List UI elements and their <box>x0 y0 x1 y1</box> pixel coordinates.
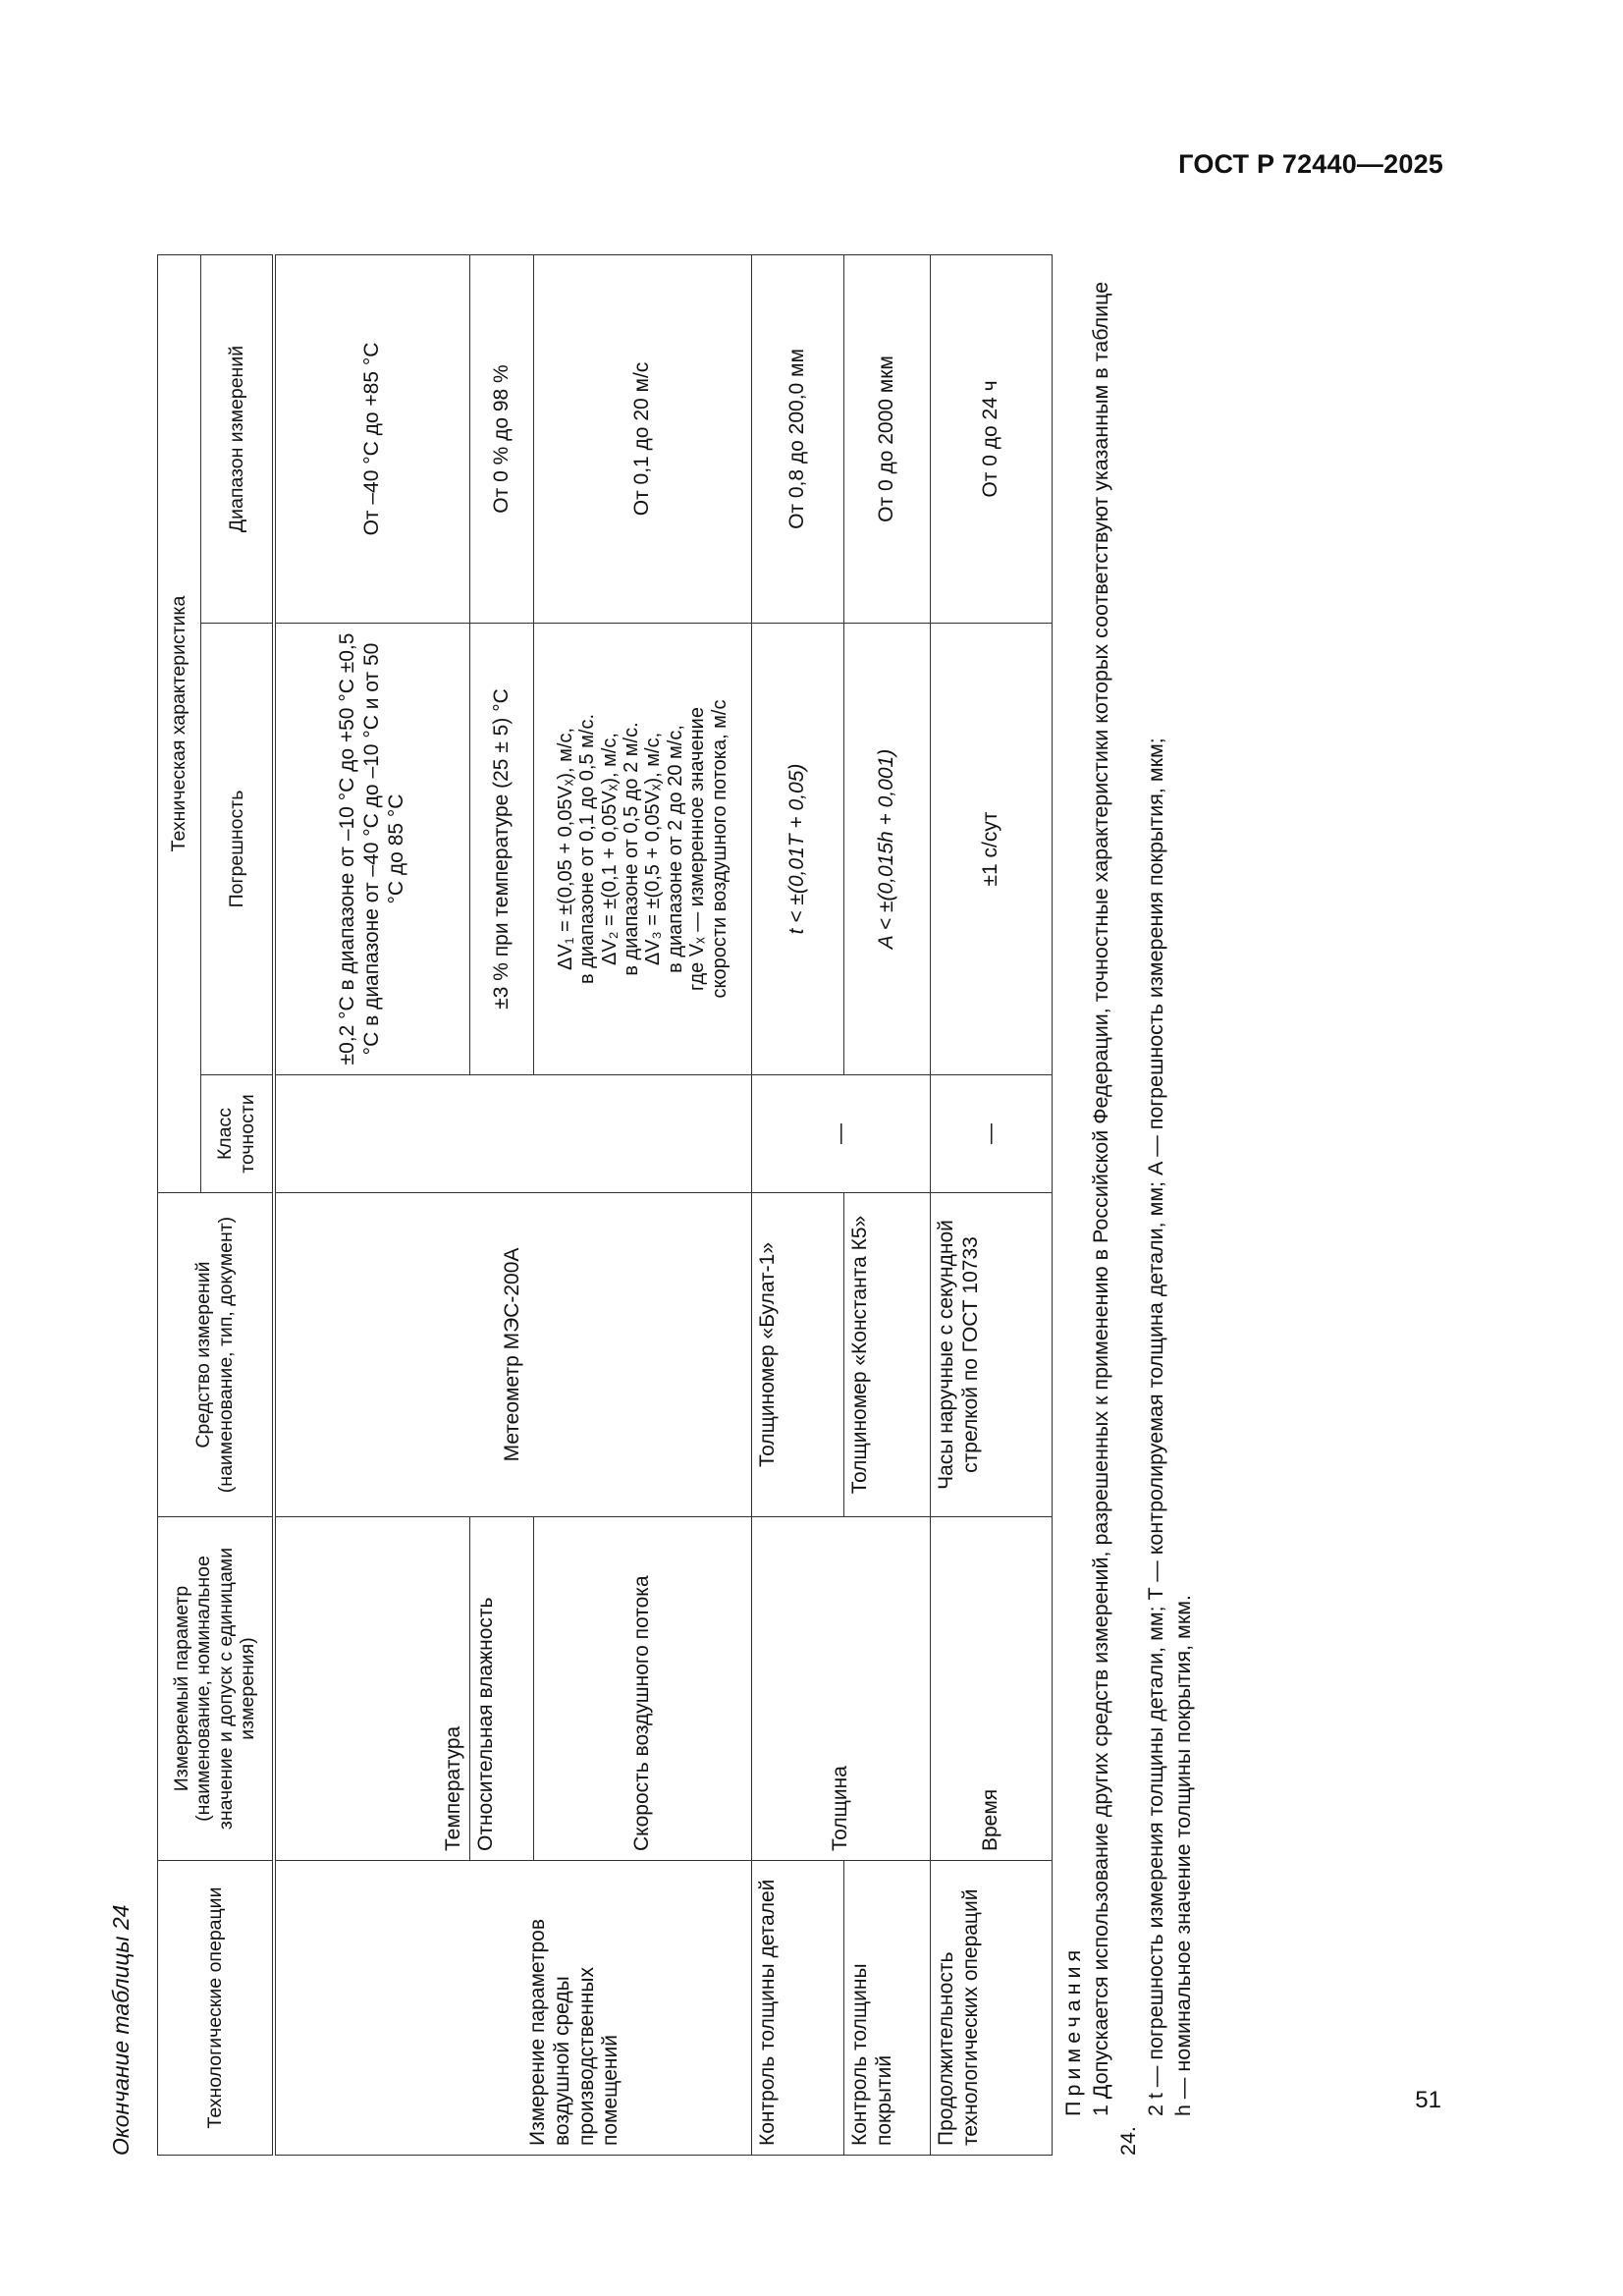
cell-temperature-error: ±0,2 °С в диапазоне от –10 °С до +50 °С ±0,5 °С в диапазоне от –40 °С до –10 °С и от 50 °С до 85 °С <box>274 624 470 1075</box>
cell-coating-operation: Контроль толщины покрытий <box>843 1861 930 2156</box>
page-number: 51 <box>1415 2087 1441 2113</box>
measurement-table <box>157 254 1053 2156</box>
header-instrument: Средство измерений (наименование, тип, документ) <box>158 1193 274 1517</box>
header-tech-characteristic: Техническая характеристика <box>158 254 201 1192</box>
notes-title: Примечания <box>1061 1944 1085 2116</box>
header-accuracy-class: Класс точности <box>201 1075 274 1193</box>
cell-air-class <box>274 1075 752 1193</box>
cell-time-class: — <box>931 1075 1053 1193</box>
cell-part-operation: Контроль толщины деталей <box>751 1861 843 2156</box>
airflow-error-line: скорости воздушного потока, м/с <box>708 699 730 999</box>
cell-coating-error <box>843 624 930 1075</box>
table-notes <box>1060 255 1198 2156</box>
cell-time-error: ±1 с/сут <box>931 624 1053 1075</box>
cell-air-operation: Измерение параметров воздушной среды производственных помещений <box>274 1861 752 2156</box>
cell-time-operation: Продолжительность технологических операций <box>931 1861 1053 2156</box>
cell-temperature-param: Температура <box>274 1517 470 1861</box>
airflow-error-line: где Vₓ — измеренное значение <box>686 707 709 991</box>
airflow-error-line: ΔV₃ = ±(0,5 + 0,05Vₓ), м/с, <box>642 732 665 966</box>
header-parameter: Измеряемый параметр (наименование, номинальное значение и допуск с единицами измерения) <box>158 1517 274 1861</box>
cell-humidity-error: ±3 % при температуре (25 ± 5) °С <box>470 624 534 1075</box>
coating-error-formula: A < ±(0,015h + 0,001) <box>875 748 898 950</box>
note-3: h — номинальное значение толщины покрытия, мкм. <box>1170 1595 1195 2116</box>
header-range: Диапазон измерений <box>201 254 274 623</box>
cell-coating-instrument: Толщиномер «Константа К5» <box>843 1193 930 1517</box>
header-operations: Технологические операции <box>158 1861 274 2156</box>
cell-part-instrument: Толщиномер «Булат-1» <box>751 1193 843 1517</box>
airflow-error-line: в диапазоне от 0,1 до 0,5 м/с. <box>576 714 599 984</box>
cell-part-class: — <box>751 1075 931 1193</box>
cell-airflow-param: Скорость воздушного потока <box>534 1517 752 1861</box>
airflow-error-line: ΔV₁ = ±(0,05 + 0,05Vₓ), м/с, <box>554 727 576 971</box>
header-error: Погрешность <box>201 624 274 1075</box>
note-2: 2 t — погрешность измерения толщины детали, мм; T — контролируемая толщина детали, мм; A — погрешность измерения покрытия, мкм; <box>1143 738 1167 2116</box>
standard-designation: ГОСТ Р 72440—2025 <box>1178 149 1443 179</box>
rotated-table-block <box>108 255 1198 2156</box>
cell-part-range: От 0,8 до 200,0 мм <box>751 254 843 623</box>
part-error-formula: t < ±(0,01T + 0,05) <box>784 763 808 935</box>
cell-time-param: Время <box>931 1517 1053 1861</box>
cell-airflow-error <box>534 624 752 1075</box>
cell-thickness-param: Толщина <box>751 1517 931 1861</box>
note-1: 1 Допускается использование других средств измерений, разрешенных к применению в Российской Федерации, точностные характеристики которых соответствуют указанным в таблице 24. <box>1088 281 1140 2156</box>
airflow-error-line: в диапазоне от 2 до 20 м/с, <box>664 725 686 973</box>
table-caption: Окончание таблицы 24 <box>108 1904 134 2156</box>
cell-airflow-range: От 0,1 до 20 м/с <box>534 254 752 623</box>
cell-time-range: От 0 до 24 ч <box>931 254 1053 623</box>
cell-meteometer: Метеометр МЭС-200А <box>274 1193 752 1517</box>
cell-temperature-range: От –40 °С до +85 °С <box>274 254 470 623</box>
airflow-error-line: в диапазоне от 0,5 до 2 м/с. <box>620 722 642 976</box>
cell-coating-range: От 0 до 2000 мкм <box>843 254 930 623</box>
cell-humidity-range: От 0 % до 98 % <box>470 254 534 623</box>
cell-time-instrument: Часы наручные с секундной стрелкой по ГОСТ 10733 <box>931 1193 1053 1517</box>
airflow-error-line: ΔV₂ = ±(0,1 + 0,05Vₓ), м/с, <box>598 733 621 965</box>
cell-humidity-param: Относительная влажность <box>470 1517 534 1861</box>
cell-part-error <box>751 624 843 1075</box>
